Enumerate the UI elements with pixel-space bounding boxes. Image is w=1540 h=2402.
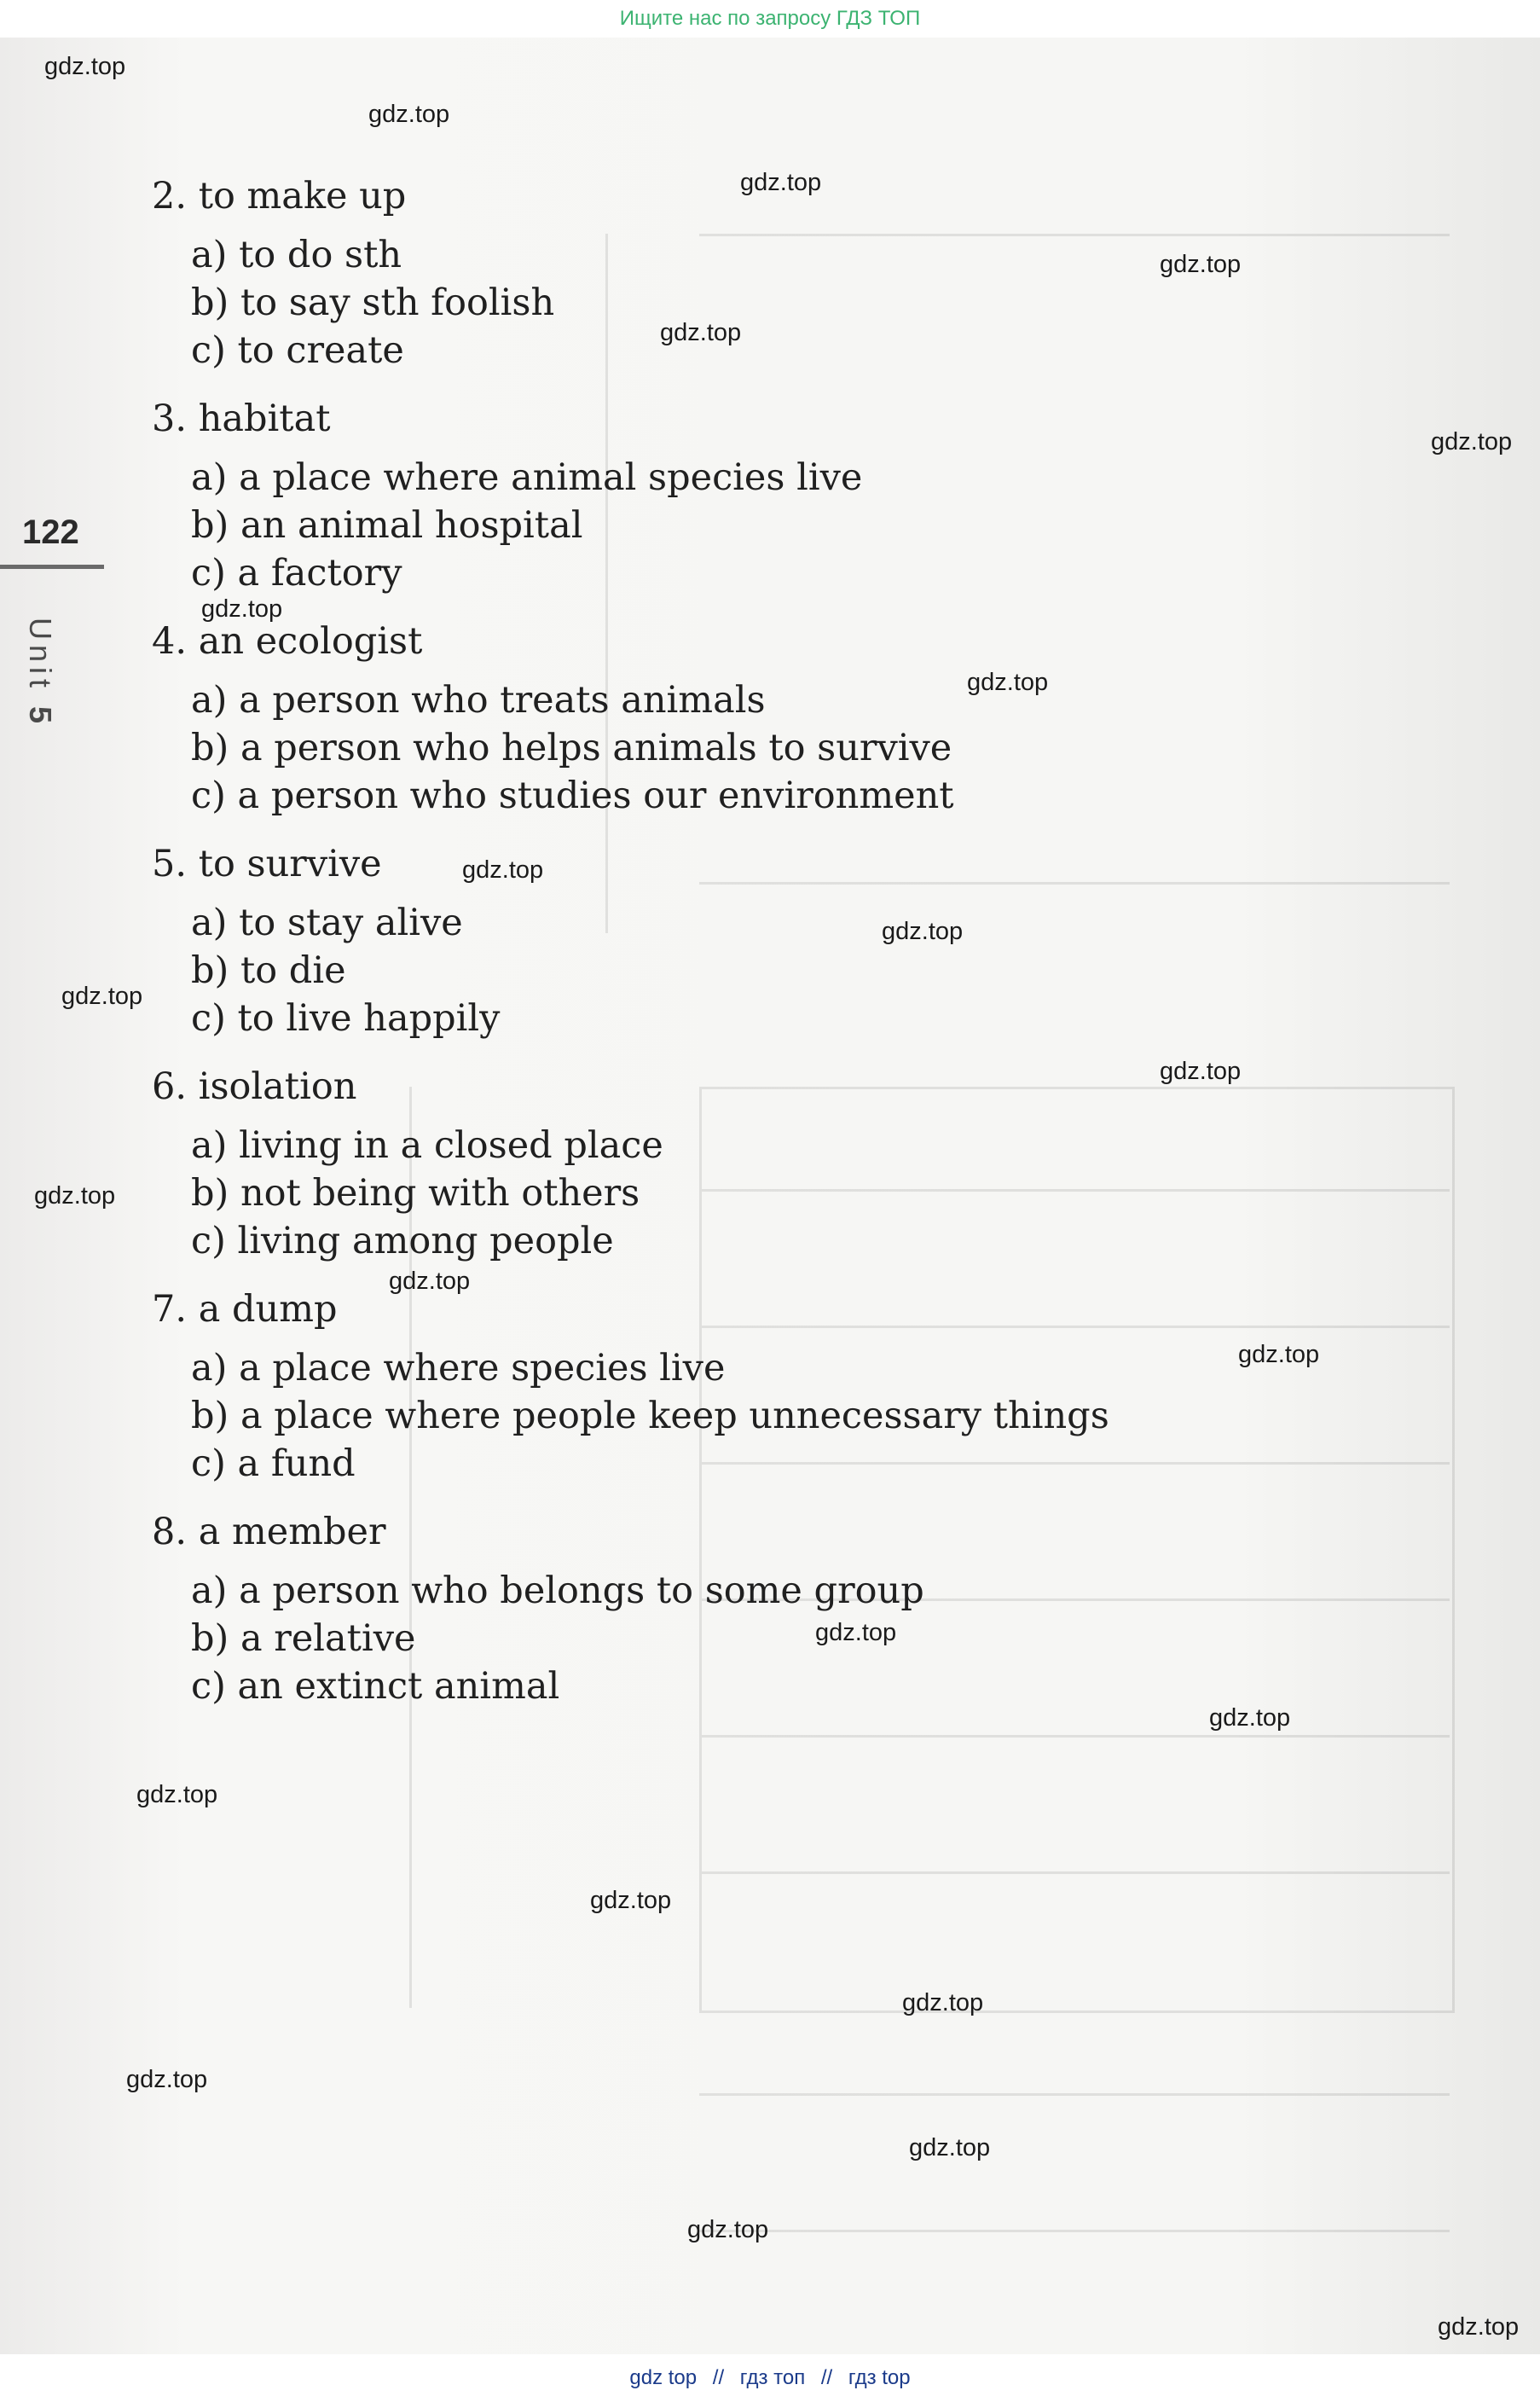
question-option: c) an extinct animal — [191, 1665, 560, 1708]
watermark: gdz.top — [389, 1268, 471, 1295]
watermark: gdz.top — [34, 1182, 116, 1210]
page-number-rule — [0, 565, 104, 569]
watermark: gdz.top — [1160, 1058, 1242, 1085]
watermark: gdz.top — [1431, 428, 1513, 455]
question-option: a) a person who belongs to some group — [191, 1569, 924, 1612]
question-option: c) to create — [191, 329, 404, 372]
question-title: 2. to make up — [152, 175, 407, 218]
watermark: gdz.top — [368, 101, 450, 128]
watermark: gdz.top — [1209, 1704, 1291, 1732]
footer-separator: // — [820, 2366, 833, 2389]
question-option: b) a relative — [191, 1617, 416, 1660]
watermark: gdz.top — [1238, 1341, 1320, 1368]
watermark: gdz.top — [967, 669, 1049, 696]
watermark: gdz.top — [136, 1781, 218, 1808]
footer-link-gdz-top-ru[interactable]: гдз топ — [739, 2366, 806, 2389]
footer-links — [0, 2354, 1540, 2402]
watermark: gdz.top — [1160, 251, 1242, 278]
question-option: c) a person who studies our environment — [191, 775, 954, 817]
question-option: b) to say sth foolish — [191, 281, 555, 324]
question-option: c) a factory — [191, 552, 402, 595]
unit-number: 5 — [23, 706, 58, 729]
watermark: gdz.top — [815, 1619, 897, 1646]
question-title: 6. isolation — [152, 1065, 357, 1108]
watermark: gdz.top — [126, 2066, 208, 2093]
watermark: gdz.top — [740, 169, 822, 196]
question-option: a) to stay alive — [191, 902, 463, 944]
watermark: gdz.top — [660, 319, 742, 346]
unit-word: Unit — [23, 618, 58, 693]
question-title: 3. habitat — [152, 397, 331, 440]
watermark: gdz.top — [590, 1887, 672, 1914]
question-option: b) a place where people keep unnecessary things — [191, 1395, 1109, 1437]
question-option: b) to die — [191, 949, 346, 992]
footer-separator: // — [712, 2366, 725, 2389]
question-title: 4. an ecologist — [152, 620, 423, 663]
watermark: gdz.top — [909, 2134, 991, 2161]
watermark: gdz.top — [902, 1989, 984, 2016]
question-option: a) a person who treats animals — [191, 679, 766, 722]
question-option: c) to live happily — [191, 997, 501, 1040]
watermark: gdz.top — [44, 53, 126, 80]
question-option: c) living among people — [191, 1220, 614, 1262]
footer-link-gdz-top-mixed[interactable]: гдз top — [848, 2366, 911, 2389]
question-title: 5. to survive — [152, 843, 382, 885]
watermark: gdz.top — [882, 918, 964, 945]
question-option: b) not being with others — [191, 1172, 640, 1215]
question-title: 8. a member — [152, 1511, 386, 1553]
unit-label — [24, 618, 58, 728]
watermark: gdz.top — [201, 595, 283, 623]
watermark: gdz.top — [61, 983, 143, 1010]
search-banner-link[interactable]: Ищите нас по запросу ГДЗ ТОП — [0, 0, 1540, 38]
watermark: gdz.top — [462, 856, 544, 884]
question-option: c) a fund — [191, 1442, 356, 1485]
question-option: a) a place where species live — [191, 1347, 726, 1390]
watermark: gdz.top — [687, 2216, 769, 2243]
question-option: a) to do sth — [191, 234, 402, 276]
page-number: 122 — [22, 513, 79, 551]
footer-link-gdz-top[interactable]: gdz top — [629, 2366, 698, 2389]
question-title: 7. a dump — [152, 1288, 338, 1331]
watermark: gdz.top — [1438, 2313, 1520, 2341]
question-option: b) a person who helps animals to survive — [191, 727, 952, 769]
question-option: a) a place where animal species live — [191, 456, 863, 499]
question-option: b) an animal hospital — [191, 504, 583, 547]
question-option: a) living in a closed place — [191, 1124, 663, 1167]
bleed-through-lines — [699, 183, 1467, 2315]
